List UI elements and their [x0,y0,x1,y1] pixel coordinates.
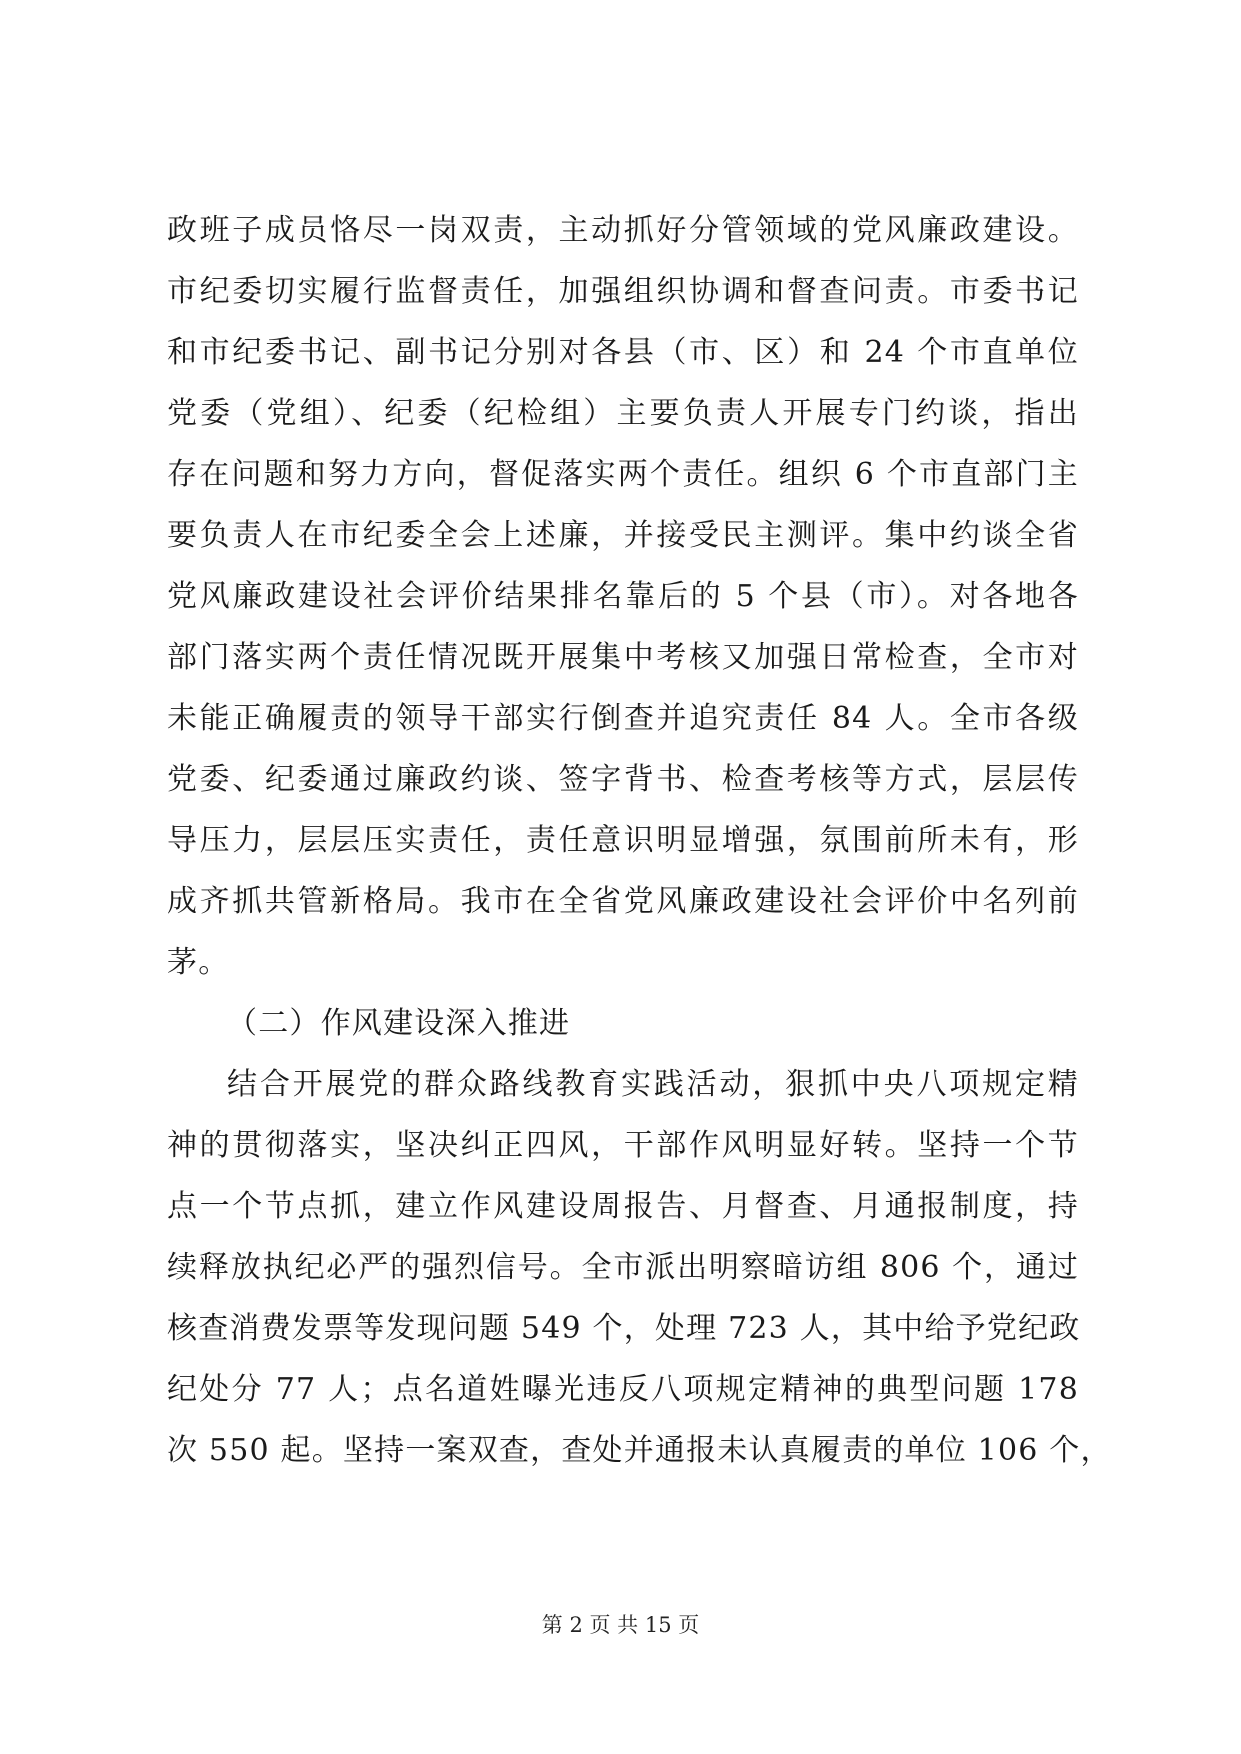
paragraph-line: 市纪委切实履行监督责任，加强组织协调和督查问责。市委书记 [167,274,1079,309]
paragraph-line: 结合开展党的群众路线教育实践活动，狠抓中央八项规定精 [227,1067,1079,1102]
paragraph-line: 茅。 [167,945,230,980]
page-number-footer: 第 2 页 共 15 页 [541,1613,700,1637]
section-heading: （二）作风建设深入推进 [227,1006,571,1041]
paragraph-line: 纪处分 77 人；点名道姓曝光违反八项规定精神的典型问题 178 [167,1372,1079,1407]
paragraph-line: 成齐抓共管新格局。我市在全省党风廉政建设社会评价中名列前 [167,884,1079,919]
paragraph-line: 核查消费发票等发现问题 549 个，处理 723 人，其中给予党纪政 [167,1311,1081,1346]
paragraph-line: 未能正确履责的领导干部实行倒查并追究责任 84 人。全市各级 [167,701,1079,736]
paragraph-line: 导压力，层层压实责任，责任意识明显增强，氛围前所未有，形 [167,823,1079,858]
paragraph-line: 党风廉政建设社会评价结果排名靠后的 5 个县（市）。对各地各 [167,579,1079,614]
paragraph-line: 点一个节点抓，建立作风建设周报告、月督查、月通报制度，持 [167,1189,1079,1224]
paragraph-line: 党委（党组）、纪委（纪检组）主要负责人开展专门约谈，指出 [167,396,1079,431]
paragraph-line: 部门落实两个责任情况既开展集中考核又加强日常检查，全市对 [167,640,1079,675]
paragraph-line: 神的贯彻落实，坚决纠正四风，干部作风明显好转。坚持一个节 [167,1128,1079,1163]
paragraph-line: 存在问题和努力方向，督促落实两个责任。组织 6 个市直部门主 [167,457,1079,492]
paragraph-line: 党委、纪委通过廉政约谈、签字背书、检查考核等方式，层层传 [167,762,1079,797]
paragraph-line: 和市纪委书记、副书记分别对各县（市、区）和 24 个市直单位 [167,335,1079,370]
paragraph-line: 续释放执纪必严的强烈信号。全市派出明察暗访组 806 个，通过 [167,1250,1079,1285]
paragraph-line: 要负责人在市纪委全会上述廉，并接受民主测评。集中约谈全省 [167,518,1079,553]
paragraph-line: 政班子成员恪尽一岗双责，主动抓好分管领域的党风廉政建设。 [167,213,1079,248]
paragraph-line: 次 550 起。坚持一案双查，查处并通报未认真履责的单位 106 个， [167,1433,1112,1468]
